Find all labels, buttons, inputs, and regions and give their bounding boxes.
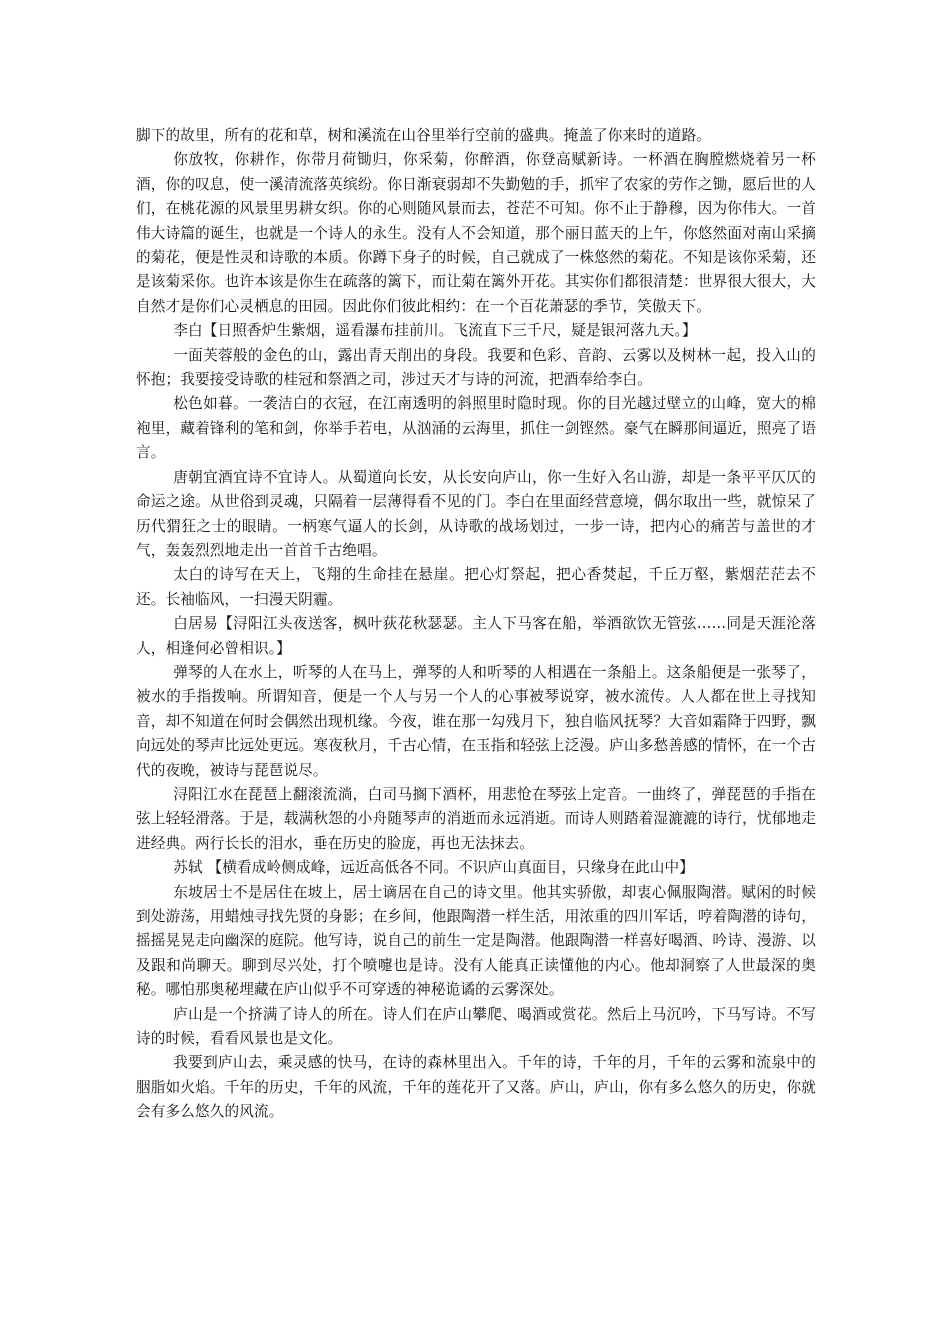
document-page [136,124,816,1125]
paragraph: 唐朝宜酒宜诗不宜诗人。从蜀道向长安，从长安向庐山，你一生好入名山游，却是一条平平仄仄的命运之途。从世俗到灵魂，只隔着一层薄得看不见的门。李白在里面经营意境，偶尔取出一些，就惊呆了历代猬狂之士的眼睛。一柄寒气逼人的长剑，从诗歌的战场划过，一步一诗，把内心的痛苦与盖世的才气，轰轰烈烈地走出一首首千古绝唱。 [136,468,816,559]
section-heading-bai-juyi: 白居易【浔阳江头夜送客，枫叶荻花秋瑟瑟。主人下马客在船，举酒欲饮无管弦……同是天涯沦落人，相逢何必曾相识。】 [136,615,816,657]
paragraph: 庐山是一个挤满了诗人的所在。诗人们在庐山攀爬、喝酒或赏花。然后上马沉吟，下马写诗。不写诗的时候，看看风景也是文化。 [136,1005,816,1048]
paragraph: 脚下的故里，所有的花和草，树和溪流在山谷里举行空前的盛典。掩盖了你来时的道路。 [136,127,712,144]
paragraph: 东坡居士不是居住在坡上，居士谪居在自己的诗文里。他其实骄傲，却衷心佩服陶潜。赋闲的时候到处游荡，用蜡烛寻找先贤的身影；在乡间，他跟陶潜一样生活，用浓重的四川军话，哼着陶潜的诗句，摇摇晃晃走向幽深的庭院。他写诗，说自己的前生一定是陶潜。他跟陶潜一样喜好喝酒、吟诗、漫游、以及跟和尚聊天。聊到尽兴处，打个喷嚏也是诗。没有人能真正读懂他的内心。他却洞察了人世最深的奥秘。哪怕那奥秘埋藏在庐山似乎不可穿透的神秘诡谲的云雾深处。 [136,883,816,999]
paragraph: 太白的诗写在天上，飞翔的生命挂在悬崖。把心灯祭起，把心香焚起，千丘万壑，紫烟茫茫去不还。长袖临风，一扫漫天阴霾。 [136,566,816,608]
paragraph: 你放牧，你耕作，你带月荷锄归，你采菊，你醉酒，你登高赋新诗。一杯酒在胸膛燃烧着另一杯酒，你的叹息，使一溪清流落英缤纷。你日渐衰弱却不失勤勉的手，抓牢了农家的劳作之锄，愿后世的人们，在桃花源的风景里男耕女织。你的心则随风景而去，苍茫不可知。你不止于静穆，因为你伟大。一首伟大诗篇的诞生，也就是一个诗人的永生。没有人不会知道，那个丽日蓝天的上午，你悠然面对南山采摘的菊花，便是性灵和诗歌的本质。你蹲下身子的时候，自己就成了一株悠然的菊花。不知是该你采菊，还是该菊采你。也许本该是你生在疏落的篱下，而让菊在篱外开花。其实你们都很清楚：世界很大很大，大自然才是你们心灵栖息的田园。因此你们彼此相约：在一个百花萧瑟的季节，笑傲天下。 [136,151,816,315]
paragraph: 一面芙蓉般的金色的山，露出青天削出的身段。我要和色彩、音韵、云雾以及树林一起，投入山的怀抱；我要接受诗歌的桂冠和祭酒之司，涉过天才与诗的河流，把酒奉给李白。 [136,346,816,389]
section-heading-li-bai: 李白【日照香炉生紫烟，遥看瀑布挂前川。飞流直下三千尺，疑是银河落九天。】 [173,322,697,340]
paragraph: 松色如暮。一袭洁白的衣冠，在江南透明的斜照里时隐时现。你的目光越过壁立的山峰，宽大的棉袍里，藏着锋利的笔和剑，你举手若电，从汹涌的云海里，抓住一剑铿然。豪气在瞬那间逼近，照亮了语言。 [136,395,816,462]
paragraph: 我要到庐山去，乘灵感的快马，在诗的森林里出入。千年的诗，千年的月，千年的云雾和流泉中的胭脂如火焰。千年的历史，千年的风流，千年的莲花开了又落。庐山，庐山，你有多么悠久的历史，你就会有多么悠久的风流。 [136,1054,816,1121]
paragraph: 浔阳江水在琵琶上翻滚流淌，白司马搁下酒杯，用悲怆在琴弦上定音。一曲终了，弹琵琶的手指在弦上轻轻滑落。于是，载满秋怨的小舟随琴声的消逝而永远消逝。而诗人则踏着湿漉漉的诗行，忧郁地走进经典。两行长长的泪水，垂在历史的脸庞，再也无法抹去。 [136,785,816,852]
paragraph: 弹琴的人在水上，听琴的人在马上，弹琴的人和听琴的人相遇在一条船上。这条船便是一张琴了，被水的手指拨响。所谓知音，便是一个人与另一个人的心事被琴说穿，被水流传。人人都在世上寻找知音，却不知道在何时会偶然出现机缘。今夜，谁在那一勾残月下，独自临风抚琴？大音如霜降于四野，飘向远处的琴声比远处更远。寒夜秋月，千古心情，在玉指和轻弦上泛漫。庐山多愁善感的情怀，在一个古代的夜晚，被诗与琵琶说尽。 [136,663,816,779]
section-heading-su-shi: 苏轼 【横看成岭侧成峰，远近高低各不同。不识庐山真面目，只缘身在此山中】 [173,859,695,877]
